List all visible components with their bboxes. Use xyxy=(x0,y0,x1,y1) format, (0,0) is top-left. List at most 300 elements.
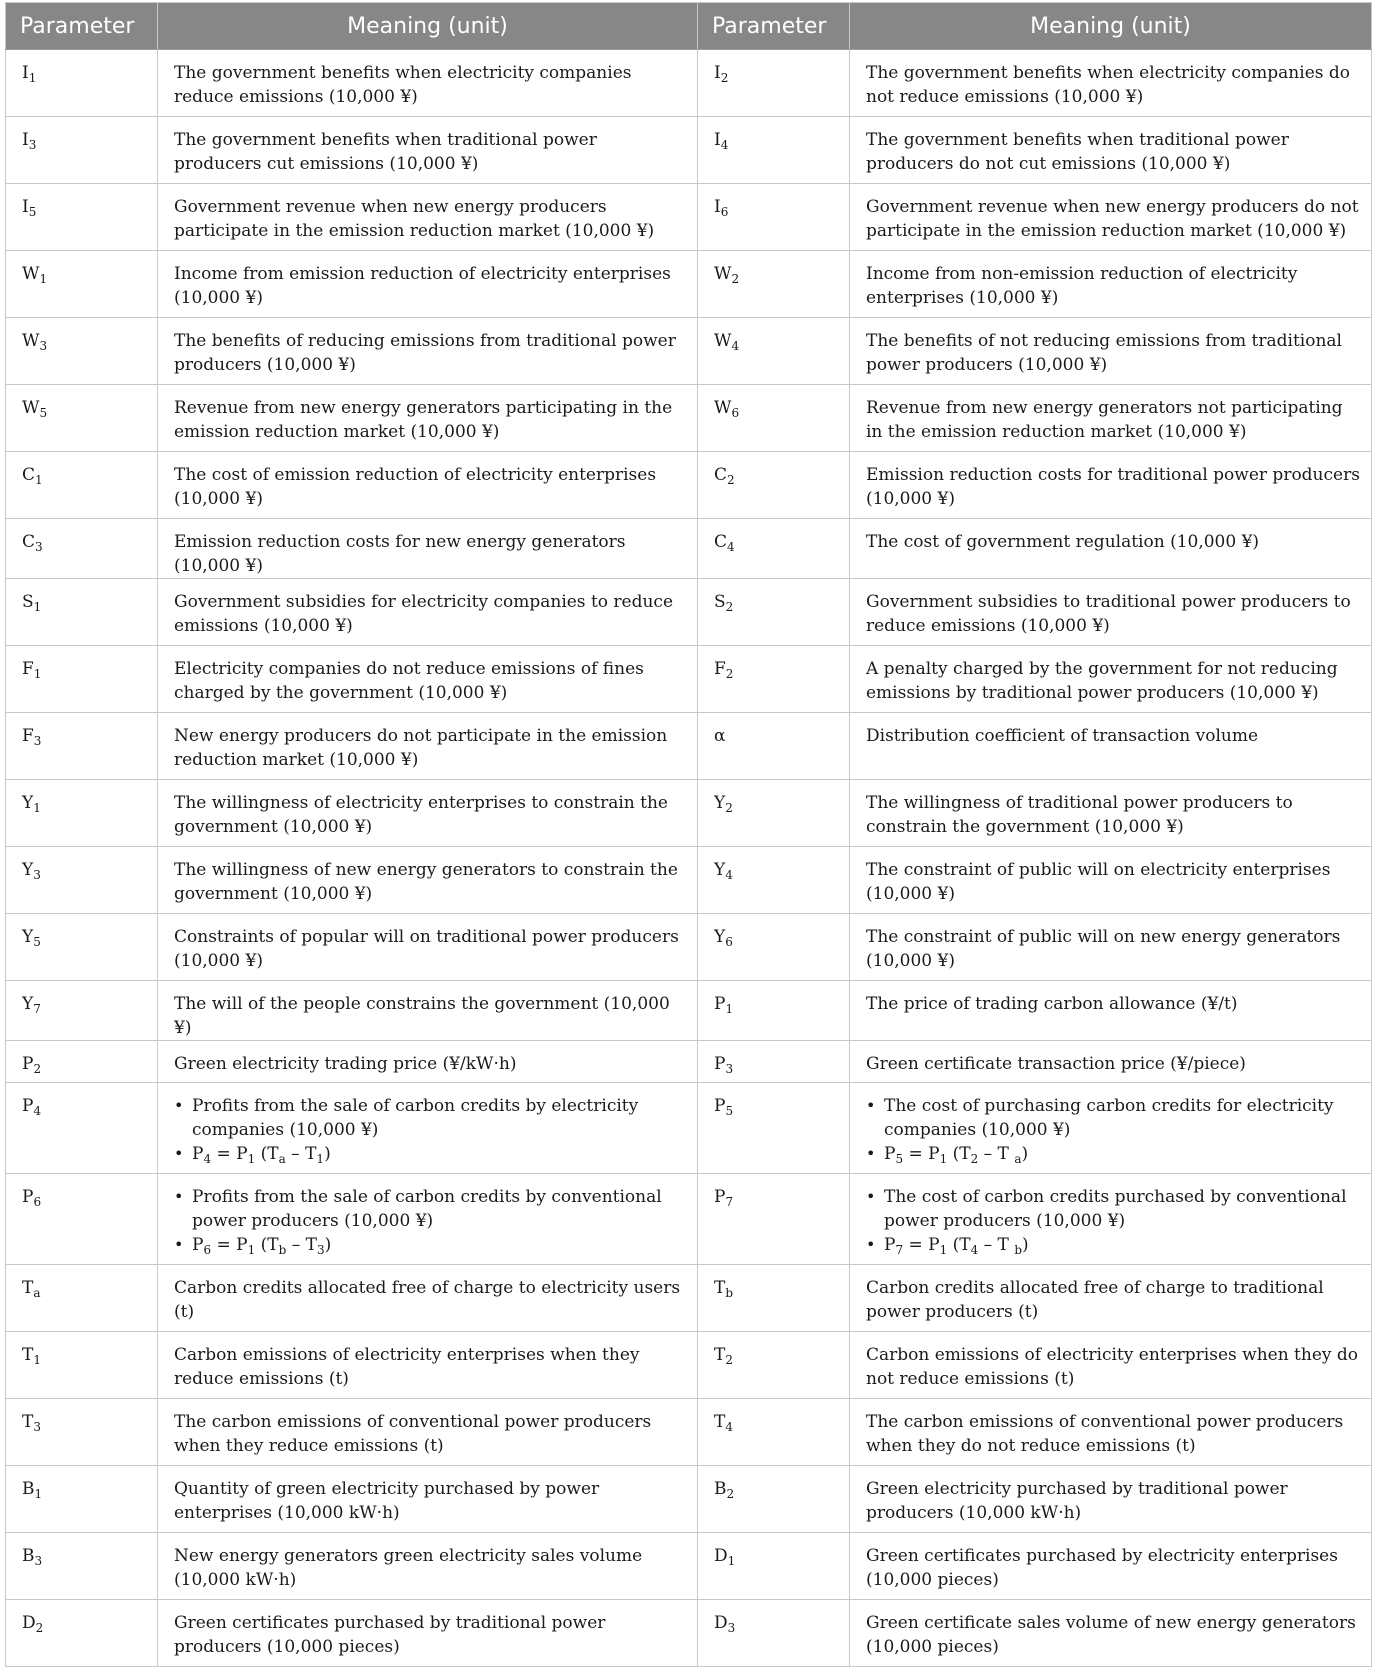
meaning-text: Government subsidies to traditional power producers to reduce emissions (10,000 ¥) xyxy=(866,592,1351,636)
parameter-symbol xyxy=(698,184,850,251)
symbol-base: I xyxy=(22,197,29,217)
bullet-item xyxy=(884,1094,1363,1142)
symbol-subscript: 6 xyxy=(725,935,733,949)
meaning-text: The government benefits when traditional power producers do not cut emissions (10,000 ¥) xyxy=(866,130,1289,174)
meaning-text: The carbon emissions of conventional power producers when they reduce emissions (t) xyxy=(174,1412,652,1456)
meaning-text: The cost of emission reduction of electricity enterprises (10,000 ¥) xyxy=(174,465,657,509)
symbol-base: W xyxy=(714,331,732,351)
equation-part: – T xyxy=(978,1235,1015,1255)
meaning-text: Green electricity trading price (¥/kW·h) xyxy=(174,1054,517,1074)
parameter-symbol xyxy=(6,1265,158,1332)
parameter-symbol xyxy=(6,385,158,452)
parameter-meaning xyxy=(158,251,698,318)
meaning-text: Green certificate transaction price (¥/piece) xyxy=(866,1054,1246,1074)
parameter-symbol xyxy=(698,318,850,385)
header-meaning-left: Meaning (unit) xyxy=(158,3,698,50)
symbol-subscript: 3 xyxy=(28,138,37,152)
symbol-base: C xyxy=(22,532,36,552)
bullet-item xyxy=(192,1233,689,1257)
symbol-subscript: 2 xyxy=(731,272,740,286)
symbol-base: I xyxy=(22,63,29,83)
meaning-text: The benefits of not reducing emissions from traditional power producers (10,000 ¥) xyxy=(866,331,1342,375)
parameter-symbol xyxy=(6,318,158,385)
symbol-base: D xyxy=(714,1546,728,1566)
symbol-base: T xyxy=(714,1412,726,1432)
symbol-base: D xyxy=(22,1613,36,1633)
bullet-item xyxy=(192,1185,689,1233)
table-row xyxy=(6,1332,1372,1399)
symbol-base: T xyxy=(22,1278,34,1298)
symbol-subscript: 5 xyxy=(39,406,48,420)
symbol-subscript: 4 xyxy=(725,1420,733,1434)
symbol-base: B xyxy=(714,1479,727,1499)
equation-part: ) xyxy=(324,1235,332,1255)
equation-subscript: 5 xyxy=(895,1152,904,1166)
meaning-text: Carbon credits allocated free of charge to traditional power producers (t) xyxy=(866,1278,1324,1322)
parameter-meaning xyxy=(158,1533,698,1600)
equation-part: = P xyxy=(211,1144,248,1164)
table-row xyxy=(6,1265,1372,1332)
symbol-subscript: 2 xyxy=(727,473,735,487)
parameter-symbol xyxy=(6,1041,158,1083)
meaning-text: New energy generators green electricity sales volume (10,000 kW·h) xyxy=(174,1546,643,1590)
parameter-symbol xyxy=(6,1174,158,1265)
parameter-meaning xyxy=(850,713,1372,780)
symbol-subscript: 1 xyxy=(34,1487,43,1501)
equation-subscript: a xyxy=(278,1152,286,1166)
parameter-symbol xyxy=(698,646,850,713)
parameter-meaning xyxy=(158,579,698,646)
parameter-symbol xyxy=(6,579,158,646)
parameter-symbol xyxy=(698,713,850,780)
symbol-base: W xyxy=(22,331,40,351)
parameter-meaning xyxy=(158,318,698,385)
bullet-list xyxy=(866,1094,1363,1166)
meaning-text: The willingness of new energy generators to constrain the government (10,000 ¥) xyxy=(174,860,678,904)
symbol-base: I xyxy=(22,130,29,150)
parameter-meaning xyxy=(850,519,1372,579)
table-row xyxy=(6,1041,1372,1083)
equation-subscript: b xyxy=(1014,1243,1022,1257)
parameter-symbol xyxy=(6,780,158,847)
symbol-base: C xyxy=(22,465,36,485)
symbol-base: S xyxy=(22,592,34,612)
symbol-base: S xyxy=(714,592,726,612)
meaning-text: Government revenue when new energy producers do not participate in the emission reduction market (10,000 ¥) xyxy=(866,197,1359,241)
header-meaning-right: Meaning (unit) xyxy=(850,3,1372,50)
parameter-symbol xyxy=(698,847,850,914)
parameter-meaning xyxy=(850,117,1372,184)
table-row xyxy=(6,981,1372,1041)
symbol-subscript: 3 xyxy=(727,1621,736,1635)
symbol-subscript: 6 xyxy=(731,406,740,420)
meaning-text: Revenue from new energy generators participating in the emission reduction market (10,000 ¥) xyxy=(174,398,673,442)
symbol-base: P xyxy=(22,1096,34,1116)
meaning-text: Quantity of green electricity purchased by power enterprises (10,000 kW·h) xyxy=(174,1479,600,1523)
meaning-text: A penalty charged by the government for not reducing emissions by traditional power producers (10,000 ¥) xyxy=(866,659,1338,703)
symbol-base: I xyxy=(714,130,721,150)
symbol-base: Y xyxy=(714,860,726,880)
equation-part: – T xyxy=(286,1235,317,1255)
symbol-subscript: a xyxy=(33,1286,41,1300)
equation-subscript: 4 xyxy=(203,1152,212,1166)
meaning-text: Green certificates purchased by traditional power producers (10,000 pieces) xyxy=(174,1613,606,1657)
equation-subscript: b xyxy=(278,1243,287,1257)
symbol-base: B xyxy=(22,1479,35,1499)
symbol-base: P xyxy=(714,1096,726,1116)
meaning-text: Carbon emissions of electricity enterprises when they reduce emissions (t) xyxy=(174,1345,640,1389)
symbol-base: P xyxy=(714,1187,726,1207)
parameter-symbol xyxy=(698,117,850,184)
meaning-text: The willingness of electricity enterprises to constrain the government (10,000 ¥) xyxy=(174,793,668,837)
meaning-text: Green certificates purchased by electricity enterprises (10,000 pieces) xyxy=(866,1546,1338,1590)
table-row xyxy=(6,50,1372,117)
symbol-base: D xyxy=(714,1613,728,1633)
meaning-text: The benefits of reducing emissions from traditional power producers (10,000 ¥) xyxy=(174,331,676,375)
symbol-subscript: 7 xyxy=(725,1195,734,1209)
symbol-base: W xyxy=(714,264,732,284)
parameter-meaning xyxy=(158,1265,698,1332)
symbol-base: T xyxy=(22,1345,34,1365)
symbol-base: P xyxy=(22,1187,34,1207)
symbol-subscript: 6 xyxy=(33,1195,42,1209)
symbol-subscript: 5 xyxy=(725,1104,734,1118)
symbol-base: P xyxy=(714,994,726,1014)
meaning-text: The constraint of public will on electricity enterprises (10,000 ¥) xyxy=(866,860,1331,904)
meaning-text: Carbon credits allocated free of charge to electricity users (t) xyxy=(174,1278,681,1322)
meaning-text: Income from emission reduction of electricity enterprises (10,000 ¥) xyxy=(174,264,671,308)
bullet-text: The cost of carbon credits purchased by conventional power producers (10,000 ¥) xyxy=(884,1187,1347,1231)
meaning-text: Carbon emissions of electricity enterprises when they do not reduce emissions (t) xyxy=(866,1345,1359,1389)
equation-subscript: 6 xyxy=(203,1243,212,1257)
equation-subscript: 3 xyxy=(316,1243,325,1257)
bullet-item xyxy=(884,1233,1363,1257)
symbol-base: T xyxy=(22,1412,34,1432)
parameter-meaning xyxy=(850,385,1372,452)
parameter-symbol xyxy=(698,1399,850,1466)
parameter-meaning xyxy=(850,847,1372,914)
bullet-text: Profits from the sale of carbon credits by conventional power producers (10,000 ¥) xyxy=(192,1187,662,1231)
symbol-subscript: 5 xyxy=(33,935,41,949)
symbol-subscript: 1 xyxy=(35,473,43,487)
parameter-meaning xyxy=(850,452,1372,519)
symbol-subscript: 6 xyxy=(720,205,729,219)
parameter-meaning xyxy=(850,1174,1372,1265)
meaning-text: The carbon emissions of conventional power producers when they do not reduce emissions (t) xyxy=(866,1412,1344,1456)
meaning-text: Green certificate sales volume of new energy generators (10,000 pieces) xyxy=(866,1613,1356,1657)
table-row xyxy=(6,117,1372,184)
parameter-meaning xyxy=(850,184,1372,251)
symbol-base: B xyxy=(22,1546,35,1566)
meaning-text: Constraints of popular will on traditional power producers (10,000 ¥) xyxy=(174,927,679,971)
symbol-subscript: 5 xyxy=(28,205,37,219)
parameter-meaning xyxy=(158,847,698,914)
bullet-list xyxy=(174,1185,689,1257)
symbol-base: Y xyxy=(22,927,34,947)
meaning-text: Emission reduction costs for new energy generators (10,000 ¥) xyxy=(174,532,626,576)
parameter-meaning xyxy=(158,385,698,452)
meaning-text: Government revenue when new energy producers participate in the emission reduction market (10,000 ¥) xyxy=(174,197,655,241)
parameter-meaning xyxy=(158,50,698,117)
parameter-meaning xyxy=(850,318,1372,385)
symbol-base: I xyxy=(714,63,721,83)
symbol-base: T xyxy=(714,1278,726,1298)
parameter-table xyxy=(5,2,1372,1667)
table-row xyxy=(6,847,1372,914)
symbol-base: W xyxy=(714,398,732,418)
equation-subscript: 1 xyxy=(247,1152,256,1166)
parameter-symbol xyxy=(698,50,850,117)
bullet-item xyxy=(192,1094,689,1142)
parameter-symbol xyxy=(6,1466,158,1533)
parameter-meaning xyxy=(850,1265,1372,1332)
equation-part: P xyxy=(192,1144,204,1164)
symbol-subscript: 4 xyxy=(731,339,740,353)
parameter-meaning xyxy=(158,184,698,251)
table-body xyxy=(6,50,1372,1667)
symbol-base: I xyxy=(714,197,721,217)
table-header xyxy=(6,3,1372,50)
parameter-symbol xyxy=(6,1600,158,1667)
symbol-base: Y xyxy=(22,860,34,880)
parameter-meaning xyxy=(850,646,1372,713)
parameter-symbol xyxy=(698,1265,850,1332)
symbol-base: F xyxy=(22,659,34,679)
equation-part: ) xyxy=(1022,1235,1029,1255)
equation-part: (T xyxy=(255,1235,279,1255)
equation-subscript: 1 xyxy=(939,1243,948,1257)
parameter-meaning xyxy=(850,1533,1372,1600)
symbol-subscript: 3 xyxy=(33,734,42,748)
equation-part: – T xyxy=(285,1144,317,1164)
table-row xyxy=(6,1466,1372,1533)
parameter-symbol xyxy=(6,847,158,914)
parameter-meaning xyxy=(158,1600,698,1667)
symbol-base: P xyxy=(22,1054,34,1074)
header-parameter-right: Parameter xyxy=(698,3,850,50)
parameter-symbol xyxy=(6,251,158,318)
symbol-subscript: 2 xyxy=(35,1621,44,1635)
parameter-meaning xyxy=(850,50,1372,117)
equation-part: – T xyxy=(978,1144,1015,1164)
equation-subscript: 7 xyxy=(895,1243,904,1257)
parameter-symbol xyxy=(6,1399,158,1466)
equation-subscript: 4 xyxy=(970,1243,979,1257)
symbol-subscript: 2 xyxy=(725,600,734,614)
parameter-meaning xyxy=(850,579,1372,646)
parameter-meaning xyxy=(850,1466,1372,1533)
symbol-subscript: 1 xyxy=(727,1554,736,1568)
symbol-subscript: 3 xyxy=(35,540,43,554)
meaning-text: The government benefits when traditional power producers cut emissions (10,000 ¥) xyxy=(174,130,597,174)
table-row xyxy=(6,1600,1372,1667)
meaning-text: The government benefits when electricity companies reduce emissions (10,000 ¥) xyxy=(174,63,632,107)
parameter-meaning xyxy=(158,713,698,780)
parameter-meaning xyxy=(158,1332,698,1399)
table-row xyxy=(6,646,1372,713)
table-row xyxy=(6,318,1372,385)
parameter-symbol xyxy=(698,1083,850,1174)
equation-subscript: 1 xyxy=(247,1243,256,1257)
meaning-text: Emission reduction costs for traditional power producers (10,000 ¥) xyxy=(866,465,1360,509)
symbol-subscript: 4 xyxy=(727,540,735,554)
parameter-symbol xyxy=(698,251,850,318)
parameter-meaning xyxy=(850,914,1372,981)
meaning-text: Income from non-emission reduction of electricity enterprises (10,000 ¥) xyxy=(866,264,1298,308)
symbol-base: F xyxy=(714,659,726,679)
parameter-symbol xyxy=(698,914,850,981)
meaning-text: New energy producers do not participate in the emission reduction market (10,000 ¥) xyxy=(174,726,668,770)
parameter-meaning xyxy=(158,981,698,1041)
equation-part: ) xyxy=(324,1144,331,1164)
equation-part: (T xyxy=(947,1144,971,1164)
equation-part: = P xyxy=(903,1235,940,1255)
symbol-subscript: 3 xyxy=(34,1554,43,1568)
parameter-meaning xyxy=(850,1332,1372,1399)
symbol-base: Y xyxy=(714,927,726,947)
parameter-meaning xyxy=(850,1600,1372,1667)
meaning-text: The government benefits when electricity companies do not reduce emissions (10,000 ¥) xyxy=(866,63,1350,107)
parameter-symbol xyxy=(698,519,850,579)
meaning-text: Green electricity purchased by traditional power producers (10,000 kW·h) xyxy=(866,1479,1288,1523)
parameter-meaning xyxy=(158,646,698,713)
symbol-subscript: 3 xyxy=(33,868,41,882)
parameter-meaning xyxy=(158,1399,698,1466)
parameter-meaning xyxy=(850,780,1372,847)
symbol-base: Y xyxy=(714,793,726,813)
symbol-subscript: 1 xyxy=(28,71,37,85)
bullet-item xyxy=(884,1185,1363,1233)
symbol-subscript: 1 xyxy=(33,801,41,815)
meaning-text: The will of the people constrains the government (10,000 ¥) xyxy=(174,994,670,1038)
table-row xyxy=(6,184,1372,251)
parameter-meaning xyxy=(850,1041,1372,1083)
symbol-base: α xyxy=(714,726,726,746)
symbol-subscript: 1 xyxy=(33,600,42,614)
equation-part: (T xyxy=(255,1144,279,1164)
parameter-symbol xyxy=(6,1533,158,1600)
equation-part: = P xyxy=(903,1144,940,1164)
parameter-symbol xyxy=(6,452,158,519)
equation-subscript: 1 xyxy=(939,1152,948,1166)
parameter-symbol xyxy=(6,1332,158,1399)
symbol-base: C xyxy=(714,465,728,485)
parameter-symbol xyxy=(6,1083,158,1174)
table-row xyxy=(6,519,1372,579)
parameter-meaning xyxy=(850,981,1372,1041)
table-row xyxy=(6,1083,1372,1174)
table-row xyxy=(6,579,1372,646)
meaning-text: Distribution coefficient of transaction volume xyxy=(866,726,1259,746)
parameter-symbol xyxy=(6,184,158,251)
meaning-text: The constraint of public will on new energy generators (10,000 ¥) xyxy=(866,927,1341,971)
parameter-symbol xyxy=(6,981,158,1041)
parameter-symbol xyxy=(698,452,850,519)
equation-part: (T xyxy=(947,1235,971,1255)
parameter-symbol xyxy=(698,1332,850,1399)
symbol-base: Y xyxy=(22,793,34,813)
parameter-symbol xyxy=(698,780,850,847)
meaning-text: The willingness of traditional power producers to constrain the government (10,000 ¥) xyxy=(866,793,1293,837)
parameter-symbol xyxy=(698,1041,850,1083)
symbol-subscript: 4 xyxy=(33,1104,42,1118)
symbol-base: F xyxy=(22,726,34,746)
symbol-subscript: 2 xyxy=(720,71,729,85)
symbol-subscript: b xyxy=(725,1286,734,1300)
parameter-meaning xyxy=(158,452,698,519)
parameter-symbol xyxy=(6,646,158,713)
parameter-symbol xyxy=(6,519,158,579)
parameter-symbol xyxy=(698,579,850,646)
table-row xyxy=(6,713,1372,780)
parameter-meaning xyxy=(158,780,698,847)
parameter-meaning xyxy=(158,1466,698,1533)
table-row xyxy=(6,251,1372,318)
equation-subscript: 2 xyxy=(970,1152,979,1166)
parameter-symbol xyxy=(6,914,158,981)
table-row xyxy=(6,1399,1372,1466)
symbol-subscript: 2 xyxy=(726,1487,735,1501)
symbol-subscript: 2 xyxy=(33,1062,42,1076)
symbol-subscript: 1 xyxy=(33,667,42,681)
symbol-subscript: 3 xyxy=(725,1062,734,1076)
parameter-symbol xyxy=(698,1174,850,1265)
parameter-meaning xyxy=(158,1041,698,1083)
symbol-subscript: 4 xyxy=(720,138,729,152)
parameter-meaning xyxy=(158,117,698,184)
symbol-subscript: 4 xyxy=(725,868,733,882)
header-parameter-left: Parameter xyxy=(6,3,158,50)
equation-part: P xyxy=(192,1235,204,1255)
meaning-text: Government subsidies for electricity companies to reduce emissions (10,000 ¥) xyxy=(174,592,674,636)
parameter-meaning xyxy=(158,914,698,981)
bullet-item xyxy=(884,1142,1363,1166)
symbol-subscript: 1 xyxy=(39,272,48,286)
equation-part: = P xyxy=(211,1235,248,1255)
symbol-base: C xyxy=(714,532,728,552)
parameter-symbol xyxy=(698,1600,850,1667)
parameter-meaning xyxy=(158,1174,698,1265)
symbol-subscript: 3 xyxy=(39,339,48,353)
parameter-symbol xyxy=(698,981,850,1041)
symbol-subscript: 2 xyxy=(725,801,733,815)
parameter-meaning xyxy=(850,1083,1372,1174)
parameter-meaning xyxy=(158,1083,698,1174)
symbol-base: W xyxy=(22,398,40,418)
table-row xyxy=(6,780,1372,847)
parameter-meaning xyxy=(158,519,698,579)
meaning-text: The price of trading carbon allowance (¥/t) xyxy=(866,994,1238,1014)
symbol-base: P xyxy=(714,1054,726,1074)
parameter-symbol xyxy=(6,713,158,780)
symbol-subscript: 2 xyxy=(725,1353,733,1367)
parameter-symbol xyxy=(6,50,158,117)
table-row xyxy=(6,1174,1372,1265)
bullet-list xyxy=(866,1185,1363,1257)
bullet-list xyxy=(174,1094,689,1166)
parameter-symbol xyxy=(698,1466,850,1533)
equation-subscript: 1 xyxy=(316,1152,325,1166)
symbol-subscript: 1 xyxy=(725,1002,734,1016)
symbol-base: T xyxy=(714,1345,726,1365)
parameter-symbol xyxy=(698,1533,850,1600)
table-row xyxy=(6,1533,1372,1600)
meaning-text: Electricity companies do not reduce emissions of fines charged by the government (10,000 ¥) xyxy=(174,659,644,703)
equation-subscript: a xyxy=(1014,1152,1022,1166)
bullet-text: Profits from the sale of carbon credits by electricity companies (10,000 ¥) xyxy=(192,1096,639,1140)
equation-part: P xyxy=(884,1235,896,1255)
parameter-symbol xyxy=(6,117,158,184)
